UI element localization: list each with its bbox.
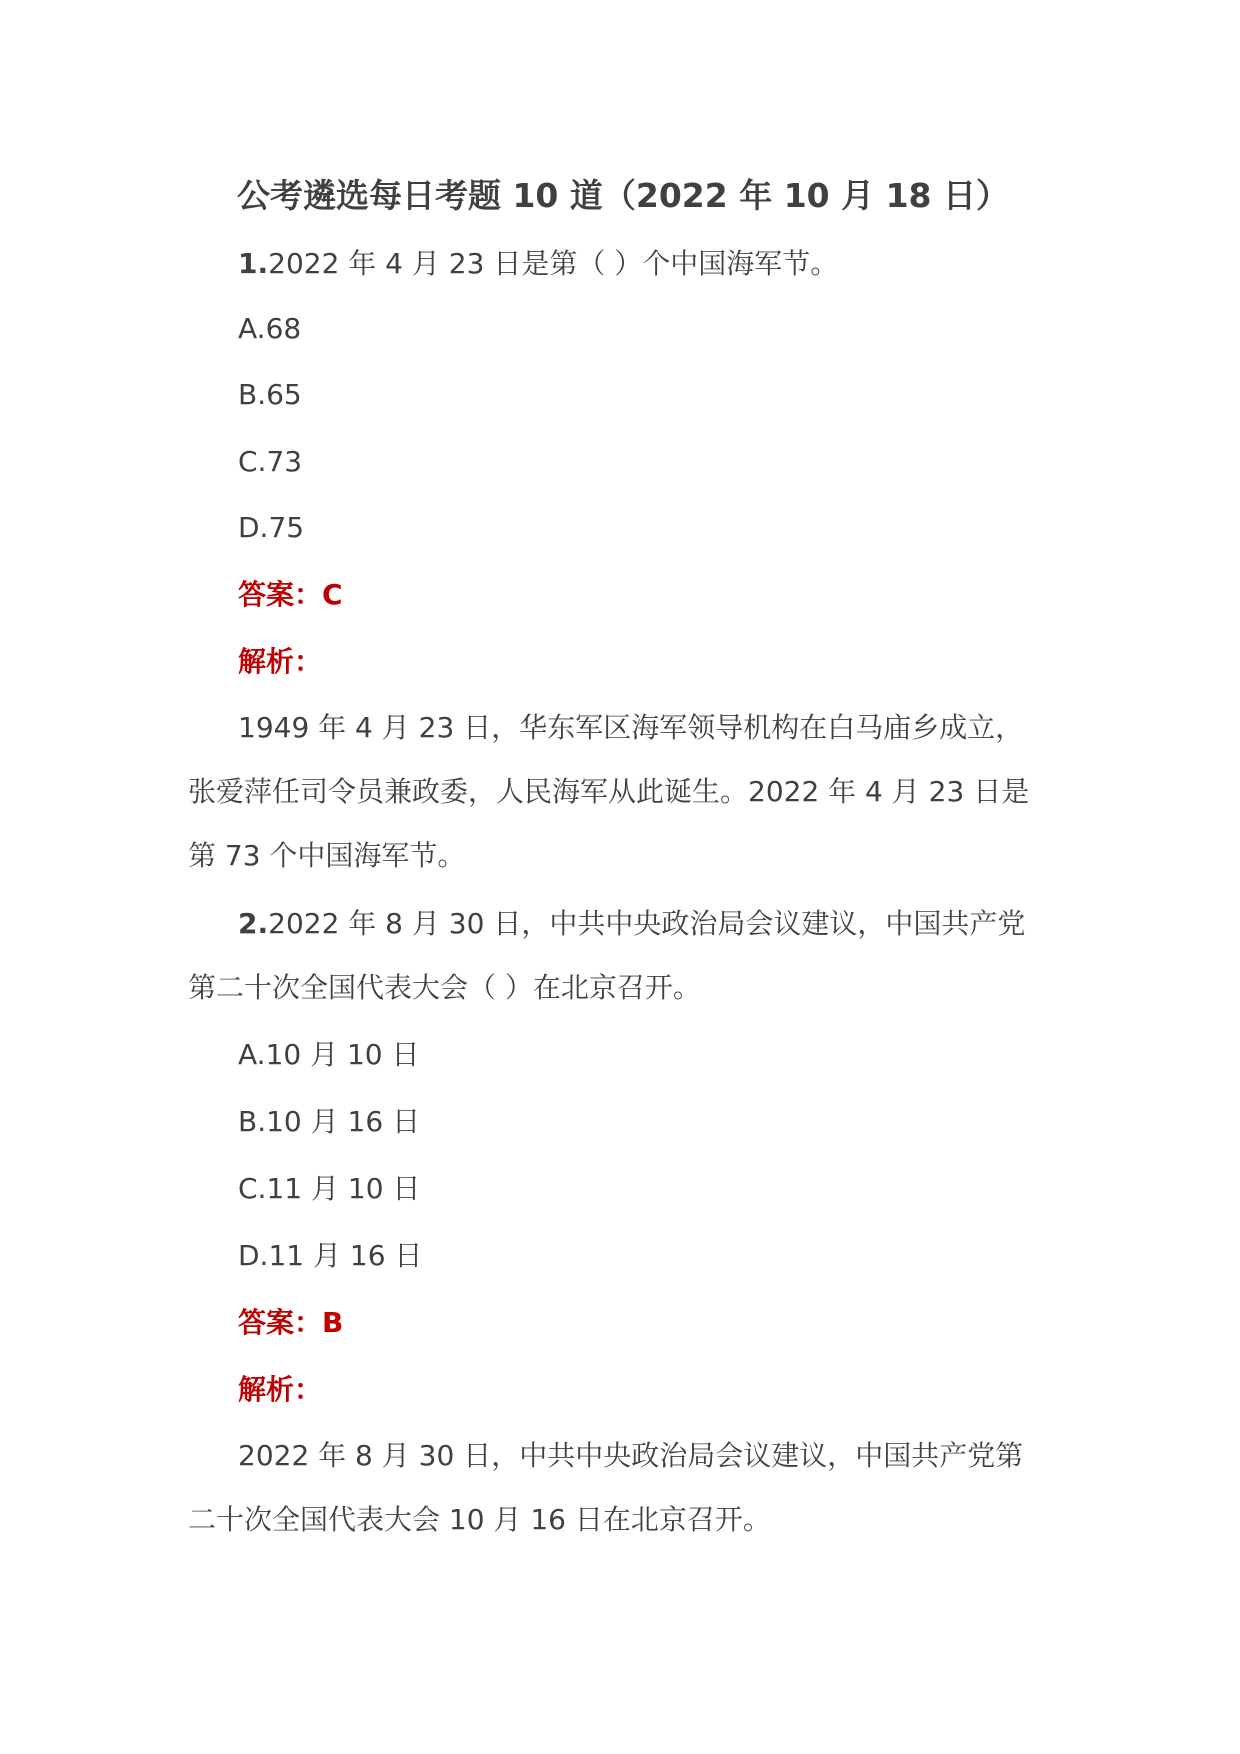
document-title: 公考遴选每日考题 10 道（2022 年 10 月 18 日） (236, 176, 1010, 215)
question-1-analysis-label: 解析： (238, 645, 323, 678)
question-1-stem (238, 244, 838, 284)
question-2-analysis-label: 解析： (238, 1373, 323, 1406)
question-2-number: 2. (238, 907, 269, 940)
question-2-analysis-line: 2022 年 8 月 30 日，中共中央政治局会议建议，中国共产党第 (238, 1439, 1024, 1472)
question-1-option-b: B.65 (238, 378, 302, 411)
question-1-analysis-line: 张爱萍任司令员兼政委，人民海军从此诞生。2022 年 4 月 23 日是 (188, 775, 1030, 808)
question-2-stem-text: 2022 年 8 月 30 日，中共中央政治局会议建议，中国共产党 (268, 907, 1026, 940)
question-1-option-c: C.73 (238, 445, 303, 478)
question-2-analysis-line: 二十次全国代表大会 10 月 16 日在北京召开。 (188, 1503, 771, 1536)
question-1-answer: 答案：C (238, 578, 343, 611)
question-1-analysis-line: 第 73 个中国海军节。 (188, 839, 466, 872)
question-2-answer: 答案：B (238, 1306, 344, 1339)
question-2-option-d: D.11 月 16 日 (238, 1239, 423, 1272)
question-1-stem-text: 2022 年 4 月 23 日是第（ ）个中国海军节。 (268, 247, 839, 280)
question-1-option-d: D.75 (238, 511, 305, 544)
question-1-analysis-line: 1949 年 4 月 23 日，华东军区海军领导机构在白马庙乡成立， (238, 711, 1024, 744)
question-2-option-a: A.10 月 10 日 (238, 1038, 420, 1071)
question-2-option-c: C.11 月 10 日 (238, 1172, 421, 1205)
question-1-number: 1. (238, 247, 269, 280)
question-2-stem (238, 904, 1025, 944)
question-1-option-a: A.68 (238, 312, 302, 345)
question-2-option-b: B.10 月 16 日 (238, 1105, 421, 1138)
question-2-stem-continuation: 第二十次全国代表大会（ ）在北京召开。 (188, 971, 701, 1004)
